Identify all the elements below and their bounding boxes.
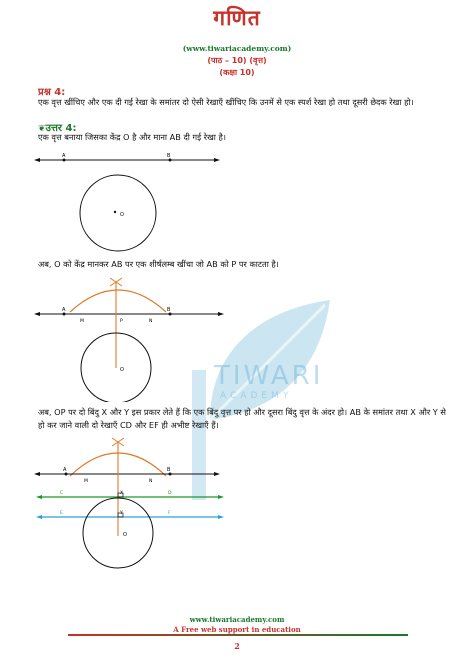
label-p: P (120, 319, 123, 324)
figure-2 (30, 276, 230, 402)
label-m: M (84, 479, 88, 484)
footer-url[interactable]: www.tiwariacademy.com (189, 615, 285, 624)
label-a: A (63, 467, 67, 473)
watermark-subtext: ACADEMY (220, 391, 293, 401)
label-c: C (60, 491, 64, 496)
label-a: A (62, 307, 66, 313)
leaf-icon: ❦ (38, 124, 46, 134)
chapter-label: (पाठ – 10) (वृत्त) (207, 56, 267, 65)
label-n: N (149, 319, 153, 324)
footer-tagline: A Free web support in education (173, 625, 301, 634)
label-a: A (62, 153, 66, 159)
line-ab-arrow-left (34, 158, 40, 162)
answer-step-2: अब, O को केंद्र मानकर AB पर एक शीर्षलम्ब खींचा जो AB को P पर काटता है। (38, 259, 279, 269)
question-label: प्रश्न 4: (38, 87, 66, 98)
footer-divider (68, 634, 408, 636)
label-o: O (123, 532, 127, 538)
label-x: X (120, 491, 124, 496)
label-m: M (80, 319, 84, 324)
answer-label-text: उत्तर 4: (45, 123, 77, 134)
label-o: O (120, 212, 124, 218)
watermark-text: TIWARI (214, 361, 324, 391)
header-url[interactable]: (www.tiwariacademy.com) (182, 44, 292, 53)
question-text: एक वृत्त खींचिए और एक दी गई रेखा के समांतर दो ऐसी रेखाएँ खींचिए कि उनमें से एक स्पर्श रेखा हो तथा दूसरी छेदक रेखा हो। (38, 97, 414, 107)
class-label: (कक्षा 10) (219, 68, 255, 77)
arc (70, 290, 166, 312)
circle-o (80, 175, 156, 251)
label-n: N (149, 479, 153, 484)
figure-1 (30, 148, 230, 260)
line-ab-arrow-right (214, 158, 220, 162)
label-e: E (60, 511, 63, 516)
answer-step-3: अब, OP पर दो बिंदु X और Y इस प्रकार लेते हैं कि एक बिंदु वृत्त पर हो और दूसरा बिंदु वृत्त के अंदर हो। AB के समांतर तथा X और Y से हो कर जाने वाली दो रेखाएँ CD और EF ही अभीष्ट रेखाएँ हैं। (38, 407, 446, 430)
figure-3 (30, 436, 230, 576)
label-b: B (167, 467, 171, 473)
page-number: 2 (234, 641, 240, 651)
label-f: F (168, 511, 171, 516)
label-b: B (167, 153, 171, 159)
label-y: Y (120, 511, 123, 516)
answer-step-1: एक वृत्त बनाया जिसका केंद्र O है और माना AB दी गई रेखा है। (38, 132, 226, 142)
page-title: गणित (213, 6, 261, 30)
label-d: D (168, 491, 172, 496)
label-o: O (120, 367, 124, 373)
label-b: B (167, 307, 171, 313)
